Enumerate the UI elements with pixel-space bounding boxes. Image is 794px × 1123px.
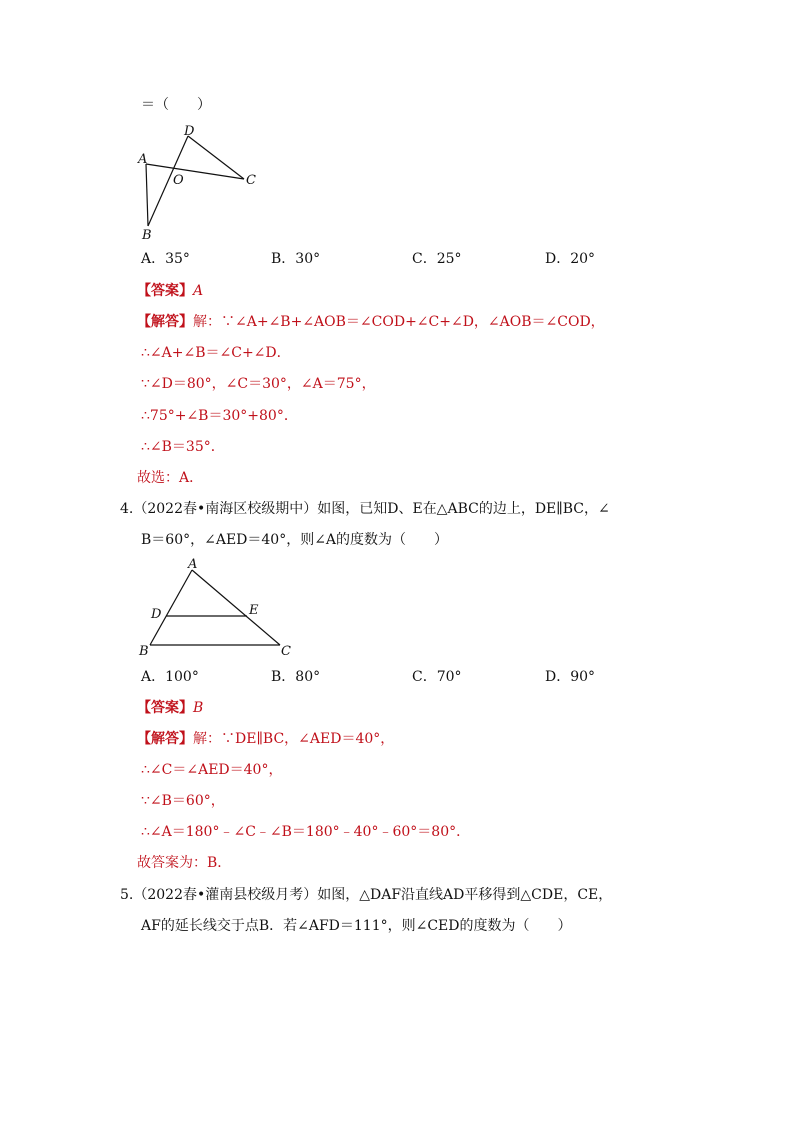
q3-option-c: C．25° xyxy=(412,251,462,267)
q3-label-d: D xyxy=(184,124,195,139)
q4-option-c: C．70° xyxy=(412,669,462,685)
q4-label-c: C xyxy=(281,644,291,659)
q3-analysis-line-3: ∵∠D＝80°，∠C＝30°，∠A＝75°， xyxy=(141,376,376,392)
q5-stem-line-2: AF的延长线交于点B．若∠AFD＝111°，则∠CED的度数为（ ） xyxy=(141,918,572,934)
q4-stem-line-1: 4.（2022春•南海区校级期中）如图，已知D、E在△ABC的边上，DE∥BC，∠ xyxy=(120,501,610,517)
q3-option-b: B．30° xyxy=(271,251,321,267)
q3-option-d: D．20° xyxy=(545,251,596,267)
q5-stem-line-1: 5.（2022春•灌南县校级月考）如图，△DAF沿直线AD平移得到△CDE，CE， xyxy=(120,887,613,903)
q4-answer: 【答案】B xyxy=(137,700,204,716)
q3-figure xyxy=(130,122,270,242)
q4-analysis-line-4: ∴∠A＝180°﹣∠C﹣∠B＝180°﹣40°﹣60°＝80°． xyxy=(141,824,471,840)
q4-label-b: B xyxy=(139,644,149,659)
q3-analysis-line-4: ∴75°+∠B＝30°+80°． xyxy=(141,408,298,424)
q3-answer: 【答案】A xyxy=(137,283,204,299)
q4-option-b: B．80° xyxy=(271,669,321,685)
q4-option-a: A．100° xyxy=(141,669,199,685)
q3-analysis-line-5: ∴∠B＝35°． xyxy=(141,439,225,455)
q4-label-a: A xyxy=(188,557,198,572)
q4-option-d: D．90° xyxy=(545,669,596,685)
q3-label-o: O xyxy=(173,173,184,188)
q4-label-d: D xyxy=(151,607,162,622)
q4-analysis-line-3: ∵∠B＝60°， xyxy=(141,793,225,809)
q3-label-a: A xyxy=(138,152,148,167)
q3-analysis-line-2: ∴∠A+∠B＝∠C+∠D． xyxy=(141,345,291,361)
q3-label-c: C xyxy=(246,173,256,188)
q3-conclusion: 故选：A． xyxy=(137,470,204,486)
q4-label-e: E xyxy=(249,603,259,618)
q4-analysis-line-1: 【解答】解：∵DE∥BC，∠AED＝40°， xyxy=(137,731,395,747)
q4-figure xyxy=(130,556,300,660)
q4-conclusion: 故答案为：B． xyxy=(137,855,232,871)
q4-analysis-line-2: ∴∠C＝∠AED＝40°， xyxy=(141,762,283,778)
q3-analysis-line-1: 【解答】解：∵∠A+∠B+∠AOB＝∠COD+∠C+∠D，∠AOB＝∠COD， xyxy=(137,314,605,330)
q3-option-a: A．35° xyxy=(141,251,190,267)
q3-label-b: B xyxy=(142,228,152,242)
q3-stem-tail: ＝（ ） xyxy=(141,97,211,113)
q4-stem-line-2: B＝60°，∠AED＝40°，则∠A的度数为（ ） xyxy=(141,532,449,548)
